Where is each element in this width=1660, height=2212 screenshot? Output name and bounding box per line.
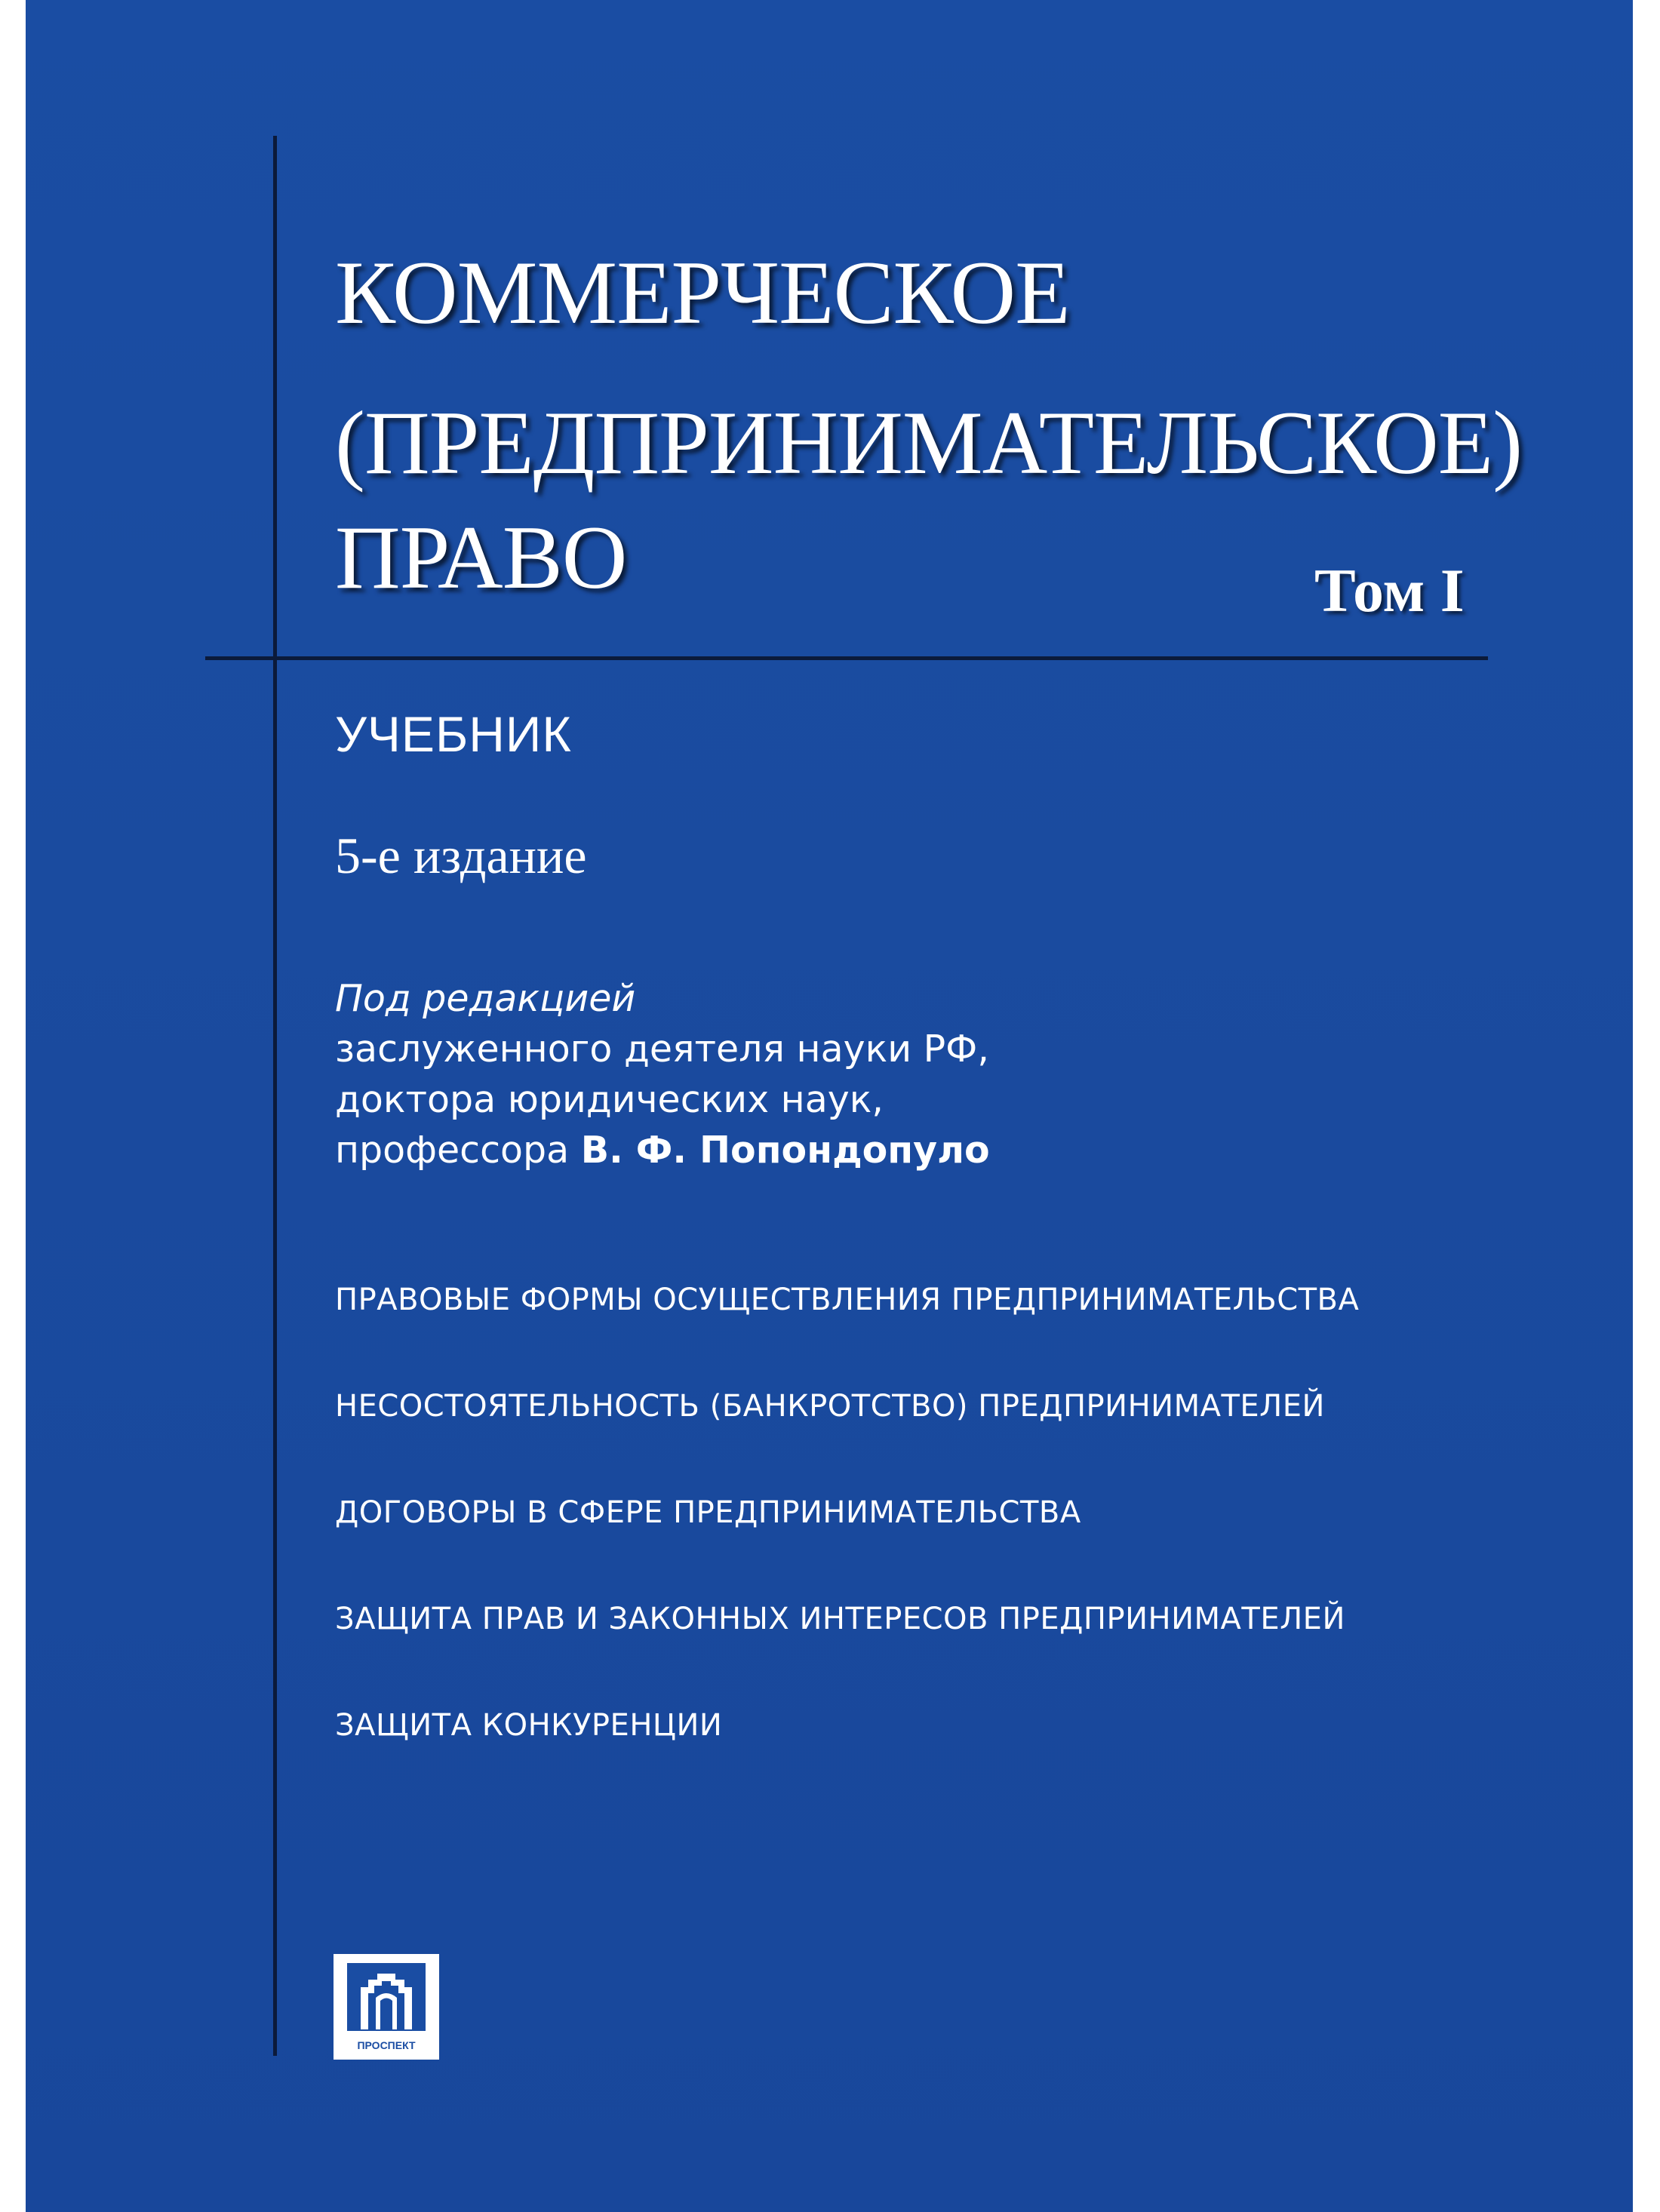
editor-block: [335, 973, 990, 1175]
editor-name: В. Ф. Попондопуло: [580, 1129, 990, 1172]
topic-item: ДОГОВОРЫ В СФЕРЕ ПРЕДПРИНИМАТЕЛЬСТВА: [335, 1495, 1081, 1530]
horizontal-rule: [205, 656, 1488, 660]
volume-label: Том I: [1314, 556, 1465, 625]
topic-item: НЕСОСТОЯТЕЛЬНОСТЬ (БАНКРОТСТВО) ПРЕДПРИНИМАТЕЛЕЙ: [335, 1389, 1325, 1424]
title-line-2: (ПРЕДПРИНИМАТЕЛЬСКОЕ): [335, 392, 1523, 493]
topic-item: ПРАВОВЫЕ ФОРМЫ ОСУЩЕСТВЛЕНИЯ ПРЕДПРИНИМАТЕЛЬСТВА: [335, 1283, 1360, 1317]
editor-intro: Под редакцией: [335, 977, 636, 1020]
editor-title-prefix: профессора: [335, 1129, 581, 1172]
editor-title-line-2: доктора юридических наук,: [335, 1078, 884, 1121]
document-type: УЧЕБНИК: [335, 706, 572, 762]
publisher-logo-text: ПРОСПЕКТ: [357, 2039, 416, 2051]
book-cover: [26, 0, 1633, 2212]
topics-list: [335, 1285, 1359, 1817]
topic-item: ЗАЩИТА КОНКУРЕНЦИИ: [335, 1708, 723, 1743]
editor-title-line-3: [335, 1125, 990, 1175]
title-line-3: ПРАВО: [335, 507, 627, 607]
prospekt-building-logo-icon: [334, 1954, 439, 2060]
editor-title-line-1: заслуженного деятеля науки РФ,: [335, 1028, 989, 1071]
title-line-1: КОММЕРЧЕСКОЕ: [335, 242, 1070, 343]
edition-label: 5-е издание: [335, 827, 587, 884]
topic-item: ЗАЩИТА ПРАВ И ЗАКОННЫХ ИНТЕРЕСОВ ПРЕДПРИНИМАТЕЛЕЙ: [335, 1602, 1345, 1636]
vertical-rule: [273, 136, 277, 2056]
